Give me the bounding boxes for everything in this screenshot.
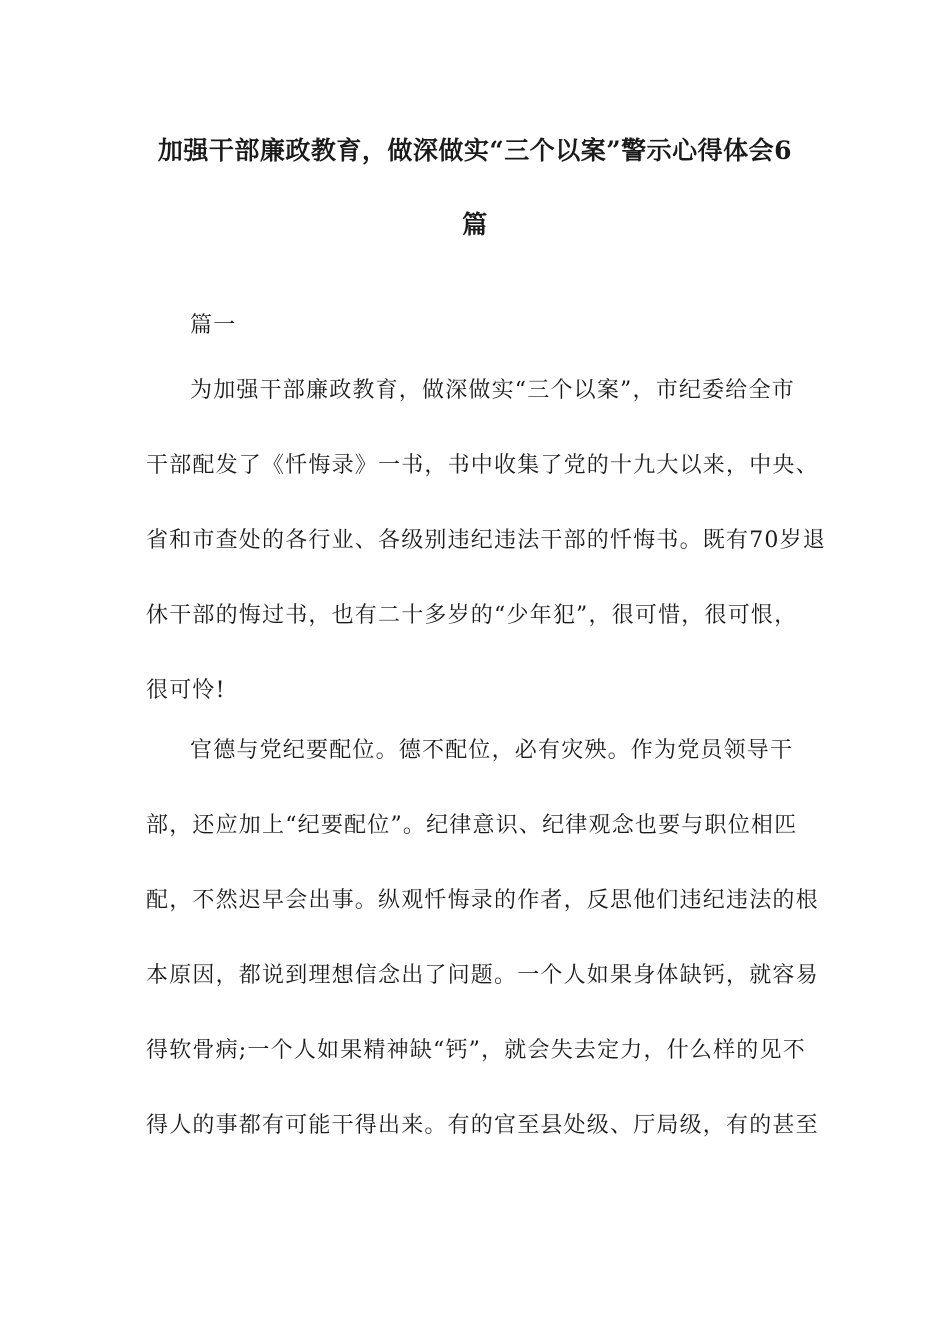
paragraph-line: 本原因，都说到理想信念出了问题。一个人如果身体缺钙，就容易: [146, 963, 819, 988]
paragraph-line: 官德与党纪要配位。德不配位，必有灾殃。作为党员领导干: [190, 738, 794, 763]
paragraph-line: 部，还应加上“纪要配位”。纪律意识、纪律观念也要与职位相匹: [146, 813, 798, 838]
paragraph-line: 配，不然迟早会出事。纵观忏悔录的作者，反思他们违纪违法的根: [146, 888, 819, 913]
paragraph-line: 得软骨病;一个人如果精神缺“钙”，就会失去定力，什么样的见不: [146, 1038, 806, 1063]
section-heading: 篇一: [190, 313, 237, 338]
paragraph-line: 休干部的悔过书，也有二十多岁的“少年犯”，很可惜，很可恨，: [146, 603, 798, 628]
paragraph-line: 省和市查处的各行业、各级别违纪违法干部的忏悔书。既有70岁退: [146, 528, 826, 553]
document-title-line-2: 篇: [462, 210, 488, 239]
paragraph-line: 干部配发了《忏悔录》一书，书中收集了党的十九大以来，中央、: [146, 453, 819, 478]
paragraph-line: 很可怜!: [146, 678, 226, 703]
document-title-line-1: 加强干部廉政教育，做深做实“三个以案”警示心得体会6: [157, 136, 793, 165]
paragraph-line: 得人的事都有可能干得出来。有的官至县处级、厅局级，有的甚至: [146, 1113, 819, 1138]
paragraph-line: 为加强干部廉政教育，做深做实“三个以案”，市纪委给全市: [190, 378, 795, 403]
